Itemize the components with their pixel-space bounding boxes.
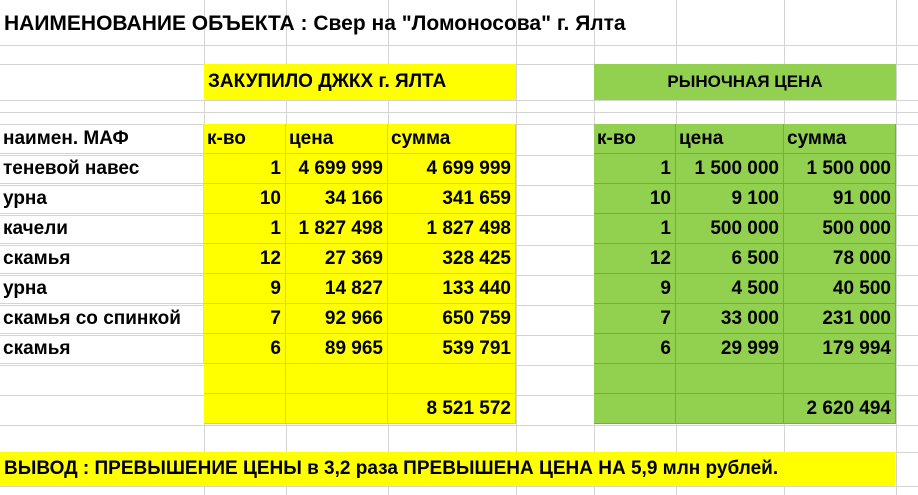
row-name: скамья [0,244,204,274]
row-sum: 650 759 [388,304,516,334]
row-sum: 4 699 999 [388,154,516,184]
row-market-qty: 7 [594,304,676,334]
row-price: 27 369 [286,244,388,274]
col-header-name: наимен. МАФ [0,124,204,154]
row-name: скамья со спинкой [0,304,204,334]
row-qty: 6 [204,334,286,364]
gridline-row [0,486,918,487]
row-market-sum: 231 000 [784,304,896,334]
col-header-market-price: цена [676,124,784,154]
row-market-qty: 1 [594,214,676,244]
empty-cell [784,364,896,394]
empty-cell [286,364,388,394]
row-market-qty: 12 [594,244,676,274]
empty-cell [204,364,286,394]
total-purchased-sum: 8 521 572 [388,394,516,424]
col-header-market-qty: к-во [594,124,676,154]
conclusion-text: ВЫВОД : ПРЕВЫШЕНИЕ ЦЕНЫ в 3,2 раза ПРЕВЫШЕНА ЦЕНА НА 5,9 млн рублей. [0,452,895,486]
row-market-qty: 1 [594,154,676,184]
row-market-sum: 40 500 [784,274,896,304]
row-price: 4 699 999 [286,154,388,184]
col-header-market-sum: сумма [784,124,896,154]
gridline-col [896,0,897,495]
row-price: 92 966 [286,304,388,334]
empty-cell [388,364,516,394]
row-name: теневой навес [0,154,204,184]
row-sum: 133 440 [388,274,516,304]
empty-cell [204,394,286,424]
row-sum: 328 425 [388,244,516,274]
row-market-price: 1 500 000 [676,154,784,184]
row-price: 89 965 [286,334,388,364]
row-market-qty: 6 [594,334,676,364]
row-name: урна [0,274,204,304]
row-market-price: 29 999 [676,334,784,364]
row-price: 14 827 [286,274,388,304]
row-market-qty: 9 [594,274,676,304]
row-qty: 10 [204,184,286,214]
row-qty: 9 [204,274,286,304]
gridline-row [0,425,918,426]
col-header-sum: сумма [388,124,516,154]
row-qty: 1 [204,154,286,184]
row-market-price: 33 000 [676,304,784,334]
row-sum: 341 659 [388,184,516,214]
gridline-row [0,112,918,113]
row-name: урна [0,184,204,214]
row-price: 34 166 [286,184,388,214]
row-qty: 12 [204,244,286,274]
row-market-sum: 91 000 [784,184,896,214]
empty-cell [594,364,676,394]
row-qty: 1 [204,214,286,244]
purchased-header: ЗАКУПИЛО ДЖКХ г. ЯЛТА [204,64,516,100]
empty-cell [676,394,784,424]
col-header-price: цена [286,124,388,154]
row-market-sum: 1 500 000 [784,154,896,184]
row-price: 1 827 498 [286,214,388,244]
row-market-price: 500 000 [676,214,784,244]
row-market-sum: 179 994 [784,334,896,364]
object-title: НАИМЕНОВАНИЕ ОБЪЕКТА : Свер на "Ломоносова" г. Ялта [4,12,626,35]
row-market-qty: 10 [594,184,676,214]
row-qty: 7 [204,304,286,334]
row-sum: 1 827 498 [388,214,516,244]
gridline-row [0,45,918,46]
gridline-col [516,0,517,495]
gridline-row [0,100,918,101]
market-header: РЫНОЧНАЯ ЦЕНА [594,64,896,100]
row-sum: 539 791 [388,334,516,364]
empty-cell [594,394,676,424]
empty-cell [676,364,784,394]
col-header-qty: к-во [204,124,286,154]
row-market-sum: 78 000 [784,244,896,274]
row-market-sum: 500 000 [784,214,896,244]
row-name: качели [0,214,204,244]
empty-cell [286,394,388,424]
row-market-price: 9 100 [676,184,784,214]
row-name: скамья [0,334,204,364]
row-market-price: 4 500 [676,274,784,304]
total-market-sum: 2 620 494 [784,394,896,424]
row-market-price: 6 500 [676,244,784,274]
